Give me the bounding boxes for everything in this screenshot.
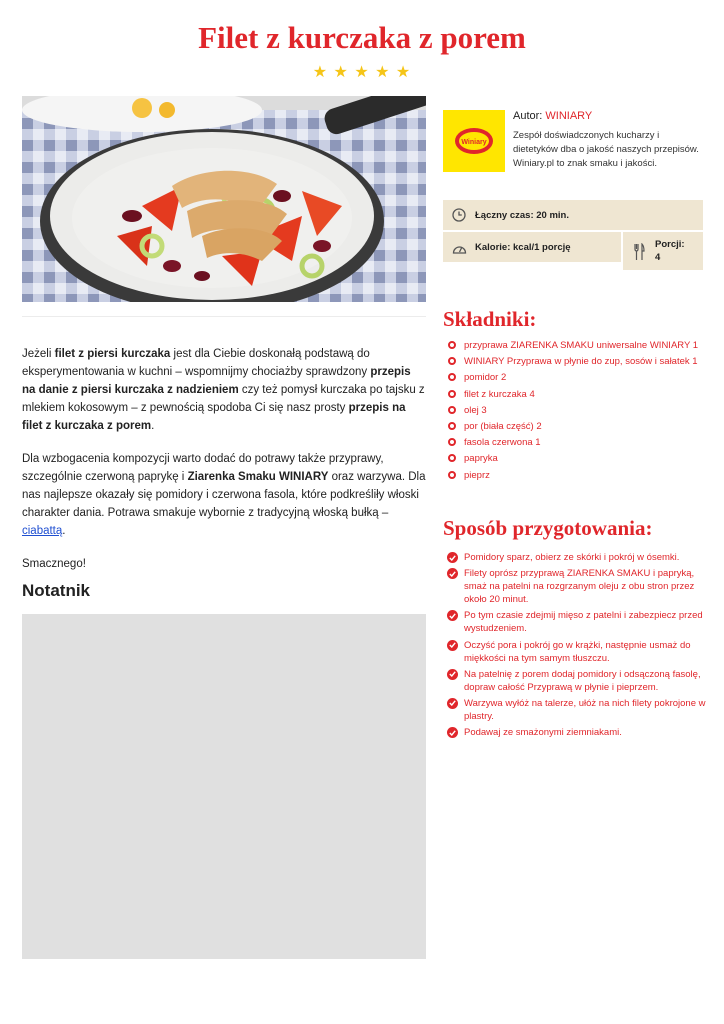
- preparation-steps: [447, 551, 707, 742]
- preparation-step: [447, 668, 707, 694]
- ingredients-list: [447, 339, 707, 485]
- intro-bold-span: Ziarenka Smaku WINIARY: [187, 471, 329, 483]
- intro-paragraph-1: [22, 345, 426, 435]
- author-description: Zespół doświadczonych kucharzy i dietetyków dba o jakość naszych przepisów. Winiary.pl to znak smaku i jakości.: [513, 130, 699, 169]
- description-section: [22, 316, 426, 614]
- ingredient-text: olej 3: [464, 404, 487, 416]
- check-icon: [447, 610, 458, 621]
- step-text: Filety oprósz przyprawą ZIARENKA SMAKU i papryką, smaż na patelni na rozgrzanym oleju z obu stron przez około 20 minut.: [464, 568, 695, 606]
- intro-bold-span: filet z piersi kurczaka: [54, 348, 171, 360]
- total-time-text: Łączny czas: 20 min.: [475, 209, 569, 221]
- rating-stars: [0, 62, 724, 82]
- ingredient-text: przyprawa ZIARENKA SMAKU uniwersalne WINIARY 1: [464, 340, 699, 351]
- circle-bullet-icon: [448, 471, 456, 479]
- check-icon: [447, 552, 458, 563]
- preparation-step: [447, 567, 707, 606]
- star-icon: ★: [354, 64, 370, 81]
- clock-icon: [451, 207, 467, 223]
- calories-text: Kalorie: kcal/1 porcję: [475, 241, 571, 253]
- ingredient-text: pomidor 2: [464, 372, 507, 384]
- intro-text-span: oraz warzywa. Dla nas najlepsze okazały się pomidory i czerwona fasola, które podkreśliły włoski charakter dania. Potrawa smakuje wybornie z tradycyjną włoską bułką –: [22, 471, 426, 519]
- star-icon: ★: [312, 64, 329, 81]
- check-icon: [447, 568, 458, 579]
- servings-value: 4: [655, 252, 661, 263]
- servings-text: [655, 238, 685, 264]
- preparation-step: [447, 639, 707, 665]
- hero-image: [22, 96, 426, 302]
- ingredient-item[interactable]: [447, 355, 707, 368]
- preparation-step: [447, 551, 707, 564]
- author-label: [513, 110, 592, 122]
- preparation-step: [447, 726, 707, 739]
- total-time-box: [443, 200, 703, 230]
- ingredient-text: por (biała część) 2: [464, 420, 542, 432]
- intro-bold-span: przepis na filet z kurczaka z porem: [22, 402, 406, 432]
- ciabatta-link[interactable]: ciabattą: [22, 525, 63, 537]
- intro-paragraph-2: [22, 450, 426, 540]
- star-icon: ★: [333, 64, 349, 81]
- notes-box[interactable]: [22, 614, 426, 959]
- page-title: Filet z kurczaka z porem: [198, 20, 526, 55]
- calories-box: [443, 232, 621, 262]
- ingredient-item[interactable]: [447, 388, 707, 401]
- ingredient-text: fasola czerwona 1: [464, 437, 541, 449]
- circle-bullet-icon: [448, 357, 456, 365]
- check-icon: [447, 669, 458, 680]
- winiary-logo[interactable]: [443, 110, 505, 172]
- intro-text-span: Dla wzbogacenia kompozycji warto dodać do potrawy także przyprawy, szczególnie czerwoną paprykę i: [22, 453, 384, 483]
- ingredient-item[interactable]: [447, 339, 707, 352]
- circle-bullet-icon: [448, 341, 456, 349]
- intro-text: [22, 345, 426, 588]
- author-card: [443, 110, 703, 190]
- ingredient-item[interactable]: [447, 371, 707, 384]
- intro-text-span: jest dla Ciebie doskonałą podstawą do eksperymentowania w kuchni – wspomnijmy chociażby sprawdzony: [22, 348, 371, 378]
- ingredient-item[interactable]: [447, 420, 707, 433]
- ingredient-item[interactable]: [447, 452, 707, 465]
- notes-title: Notatnik: [22, 581, 90, 600]
- step-text: Na patelnię z porem dodaj pomidory i odsączoną fasolę, dopraw całość Przyprawą w płynie i pieprzem.: [464, 668, 701, 693]
- step-text: Pomidory sparz, obierz ze skórki i pokrój w ósemki.: [464, 552, 680, 563]
- star-icon: ★: [395, 64, 412, 81]
- preparation-step: [447, 697, 707, 723]
- star-icon: ★: [375, 64, 391, 81]
- intro-text-span: Jeżeli: [22, 348, 55, 360]
- ingredient-text: WINIARY Przyprawa w płynie do zup, sosów i sałatek 1: [464, 356, 698, 368]
- preparation-title: Sposób przygotowania:: [443, 516, 653, 540]
- circle-bullet-icon: [448, 454, 456, 462]
- step-text: Warzywa wyłóż na talerze, ułóż na nich filety pokrojone w plastry.: [464, 697, 706, 722]
- circle-bullet-icon: [448, 422, 456, 430]
- circle-bullet-icon: [448, 438, 456, 446]
- servings-label: Porcji:: [655, 239, 685, 250]
- step-text: Podawaj ze smażonymi ziemniakami.: [464, 727, 622, 739]
- intro-text-span: .: [62, 525, 66, 537]
- author-prefix: Autor:: [513, 110, 546, 122]
- step-text: Po tym czasie zdejmij mięso z patelni i zabezpiecz przed wystudzeniem.: [464, 610, 703, 635]
- circle-bullet-icon: [448, 390, 456, 398]
- ingredient-text: filet z kurczaka 4: [464, 388, 535, 400]
- ingredient-item[interactable]: [447, 469, 707, 482]
- servings-box: [623, 232, 703, 270]
- author-name[interactable]: WINIARY: [545, 110, 593, 122]
- ingredient-text: pieprz: [464, 469, 490, 481]
- svg-text:Winiary: Winiary: [461, 139, 487, 146]
- ingredients-title: Składniki:: [443, 307, 537, 331]
- check-icon: [447, 698, 458, 709]
- intro-text-span: .: [151, 420, 155, 432]
- cutlery-icon: [631, 244, 647, 260]
- circle-bullet-icon: [448, 406, 456, 414]
- ingredient-item[interactable]: [447, 436, 707, 449]
- circle-bullet-icon: [448, 373, 456, 381]
- intro-paragraph-3: Smacznego!: [22, 558, 86, 570]
- intro-text-span: czy też pomysł kurczaka po tajsku z mlekiem kokosowym – z pewnością spodoba Ci się nasz prosty: [22, 384, 425, 414]
- ingredient-text: papryka: [464, 453, 498, 465]
- scale-icon: [451, 239, 467, 255]
- preparation-step: [447, 609, 707, 635]
- ingredient-item[interactable]: [447, 404, 707, 417]
- check-icon: [447, 727, 458, 738]
- intro-bold-span: przepis na danie z piersi kurczaka z nadzieniem: [22, 366, 411, 396]
- check-icon: [447, 640, 458, 651]
- step-text: Oczyść pora i pokrój go w krążki, następnie usmaż do miękkości na tym samym tłuszczu.: [464, 639, 691, 664]
